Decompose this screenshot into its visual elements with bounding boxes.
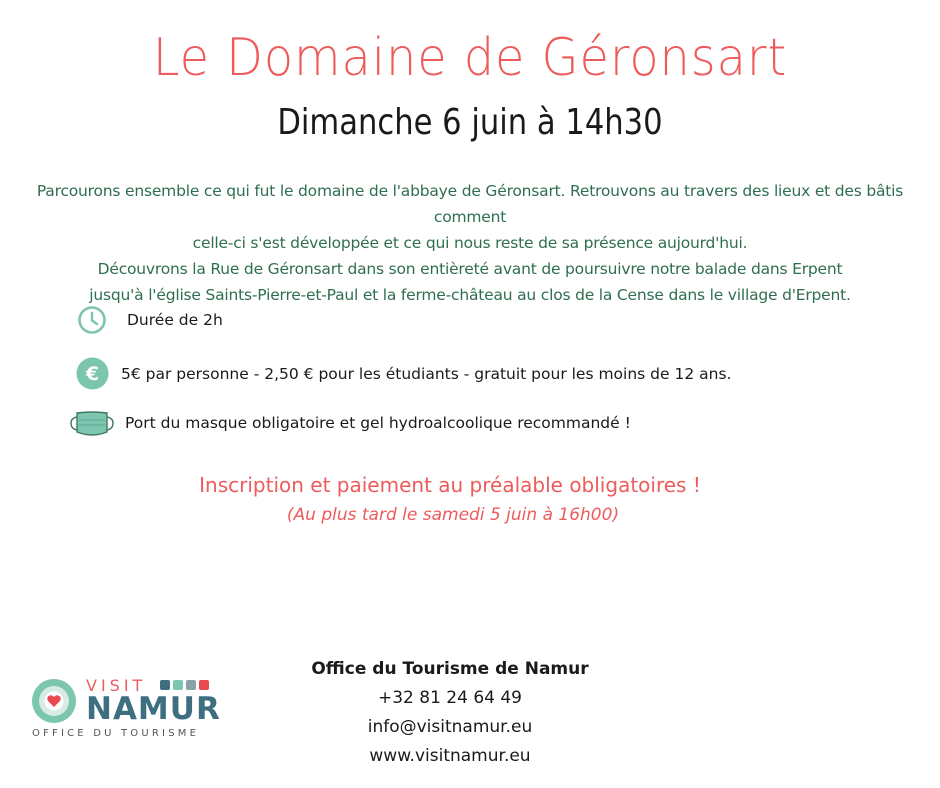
intro-line: Parcourons ensemble ce qui fut le domaine de l'abbaye de Géronsart. Retrouvons au travers des lieux et des bâtis comment: [36, 182, 904, 226]
visit-namur-logo: [30, 676, 230, 746]
logo-visit-text: VISIT: [86, 676, 147, 695]
logo-namur-text: NAMUR: [86, 691, 221, 727]
euro-icon: [76, 357, 109, 390]
clock-icon: [77, 305, 107, 335]
registration-notice: Inscription et paiement au préalable obligatoires !: [199, 473, 701, 497]
mask-text: Port du masque obligatoire et gel hydroalcoolique recommandé !: [125, 414, 631, 432]
contact-email[interactable]: info@visitnamur.eu: [367, 717, 533, 737]
logo-color-squares: [160, 680, 209, 690]
mask-icon: [69, 408, 115, 438]
contact-website[interactable]: www.visitnamur.eu: [369, 746, 531, 766]
duration-text: Durée de 2h: [127, 311, 223, 329]
price-text: 5€ par personne - 2,50 € pour les étudiants - gratuit pour les moins de 12 ans.: [121, 364, 732, 383]
page-title: Le Domaine de Géronsart: [152, 28, 788, 88]
logo-mark-icon: [30, 676, 80, 726]
intro-text: [10, 178, 930, 308]
intro-line: celle-ci s'est développée et ce qui nous reste de sa présence aujourd'hui.: [192, 234, 748, 252]
registration-deadline: (Au plus tard le samedi 5 juin à 16h00): [286, 505, 620, 525]
mask-row: [69, 408, 631, 438]
euro-symbol: €: [85, 363, 100, 385]
price-row: [76, 357, 731, 390]
contact-block: [300, 655, 600, 771]
contact-phone[interactable]: +32 81 24 64 49: [377, 688, 523, 708]
event-date: Dimanche 6 juin à 14h30: [277, 102, 663, 143]
intro-line: Découvrons la Rue de Géronsart dans son entièreté avant de poursuivre notre balade dans Erpent: [97, 260, 843, 278]
intro-line: jusqu'à l'église Saints-Pierre-et-Paul et la ferme-château au clos de la Cense dans le village d'Erpent.: [89, 286, 851, 304]
logo-subtitle: OFFICE DU TOURISME: [32, 728, 200, 739]
contact-org: Office du Tourisme de Namur: [311, 659, 589, 679]
duration-row: [77, 305, 223, 335]
